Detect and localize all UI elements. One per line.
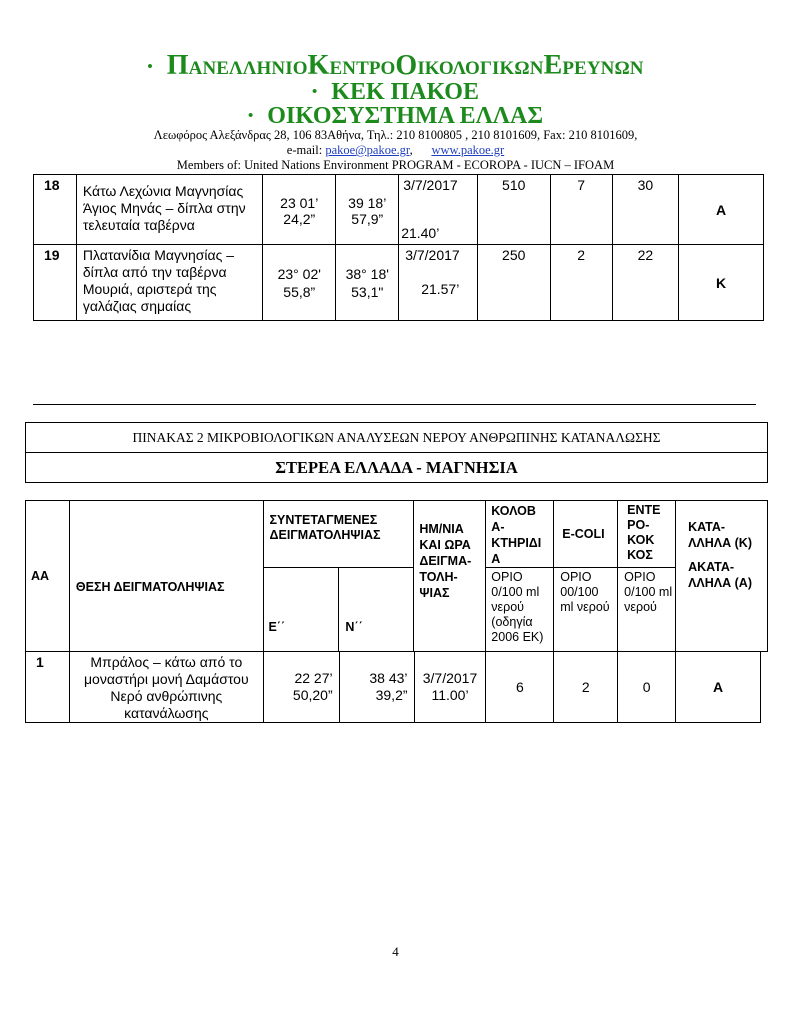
result-badge: Α [679, 175, 764, 245]
table-row: 19 Πλατανίδια Μαγνησίας – δίπλα από την ταβέρνα Μουριά, αριστερά της γαλάζιας σημαίας 23° 02' 55,8” 38° 18' 53,1" 3/7/2017 21.57’ 250 2 22 Κ [34, 245, 764, 321]
address-line: Λεωφόρος Αλεξάνδρας 28, 106 83Αθήνα, Τηλ.: 210 8100805 , 210 8101609, Fax: 210 8101609, [153, 128, 638, 142]
org-subtitle-2: • ΟΙΚΟΣΥΣΤΗΜΑ ΕΛΛΑΣ [247, 103, 544, 129]
website-link[interactable]: www.pakoe.gr [431, 143, 505, 157]
email-link[interactable]: pakoe@pakoe.gr [325, 143, 410, 157]
org-name-line: • ΠΑΝΕΛΛΗΝΙΟΚΕΝΤΡΟΟΙΚΟΛΟΓΙΚΩΝΕΡΕΥΝΩΝ [147, 50, 644, 81]
bullet-icon: • [147, 59, 153, 75]
sea-water-table-continued [33, 174, 764, 321]
drinking-water-table-body [25, 651, 761, 723]
drinking-water-table-header: ΑΑ ΘΕΣΗ ΔΕΙΓΜΑΤΟΛΗΨΙΑΣ ΣΥΝΤΕΤΑΓΜΕΝΕΣ ΔΕΙΓΜΑΤΟΛΗΨΙΑΣ ΗΜ/ΝΙΑ ΚΑΙ ΩΡΑ ΔΕΙΓΜΑ-ΤΟΛΗ-ΨΙΑΣ ΚΟΛΟΒ Α-ΚΤΗΡΙΔΙ Α E-COLI ΕΝΤΕ ΡΟ-ΚΟΚ ΚΟΣ ΚΑΤΑ-ΛΛΗΛΑ (Κ) ΑΚΑΤΑ-ΛΛΗΛΑ (Α) Ε΄΄ Ν΄΄ ΟΡΙΟ 0/100 ml νερού (οδηγία 2006 ΕΚ) ΟΡΙΟ 00/100 ml νερού ΟΡΙΟ 0/100 ml νερού [25, 500, 768, 652]
bullet-icon: • [247, 108, 254, 124]
org-subtitle-1: • ΚΕΚ ΠΑΚΟΕ [312, 79, 479, 105]
members-line: Members of: United Nations Environment PROGRAM - ECOROPA - IUCN – IFOAM [176, 158, 615, 172]
page-number: 4 [392, 944, 399, 959]
table-row: 1 Μπράλος – κάτω από το μοναστήρι μονή Δαμάστου Νερό ανθρώπινης κατανάλωσης 22 27’ 50,20” 38 43’ 39,2” 3/7/2017 11.00’ 6 2 0 Α [26, 652, 761, 723]
divider [33, 404, 756, 405]
contact-line: e-mail: pakoe@pakoe.gr, www.pakoe.gr [286, 143, 505, 157]
table-title-box [25, 422, 768, 483]
region-title: ΣΤΕΡΕΑ ΕΛΛΑΔΑ - ΜΑΓΝΗΣΙΑ [26, 453, 768, 483]
result-badge: Κ [679, 245, 764, 321]
table-row: 18 Κάτω Λεχώνια Μαγνησίας Άγιος Μηνάς – δίπλα στην τελευταία ταβέρνα 23 01’ 24,2” 39 18’ 57,9” 3/7/2017 21.40’ 510 7 30 Α [34, 175, 764, 245]
table-title: ΠΙΝΑΚΑΣ 2 ΜΙΚΡΟΒΙΟΛΟΓΙΚΩΝ ΑΝΑΛΥΣΕΩΝ ΝΕΡΟΥ ΑΝΘΡΩΠΙΝΗΣ ΚΑΤΑΝΑΛΩΣΗΣ [26, 423, 768, 453]
result-badge: Α [676, 652, 761, 723]
bullet-icon: • [312, 84, 318, 100]
